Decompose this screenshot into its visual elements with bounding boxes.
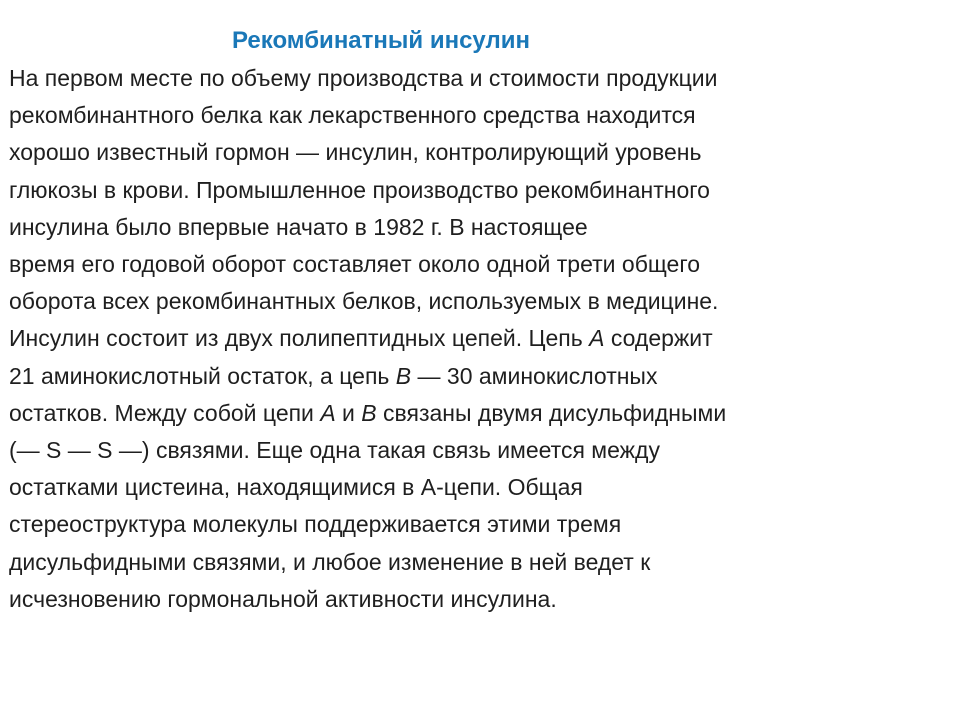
text-segment: инсулина было впервые начато в 1982 г. В настоящее	[9, 213, 588, 240]
body-text	[9, 60, 949, 618]
chain-letter: B	[361, 399, 377, 426]
text-segment: остатков. Между собой цепи	[9, 399, 321, 426]
body-line	[9, 60, 949, 97]
text-segment: Инсулин состоит из двух полипептидных цепей. Цепь	[9, 325, 590, 352]
text-segment: — 30 аминокислотных	[411, 362, 658, 389]
chain-letter: B	[395, 362, 412, 389]
text-segment: время его годовой оборот составляет около одной трети общего	[9, 251, 700, 278]
text-segment: глюкозы в крови. Промышленное производство рекомбинантного	[9, 176, 710, 203]
text-segment: оборота всех рекомбинантных белков, используемых в медицине.	[9, 288, 719, 315]
text-segment: хорошо известный гормон — инсулин, контролирующий уровень	[9, 139, 702, 166]
text-segment: остатками цистеина, находящимися в А-цепи. Общая	[9, 474, 583, 501]
text-segment: содержит	[604, 325, 713, 352]
text-segment: исчезновению гормональной активности инсулина.	[9, 585, 557, 612]
body-line	[9, 209, 949, 246]
body-line	[9, 506, 949, 543]
text-segment: (— S — S —) связями. Еще одна такая связь имеется между	[9, 437, 660, 464]
text-segment: связаны двумя дисульфидными	[376, 399, 727, 426]
slide-title: Рекомбинатный инсулин	[232, 27, 530, 54]
chain-letter: A	[589, 325, 605, 352]
body-line	[9, 395, 949, 432]
chain-letter: A	[320, 399, 336, 426]
body-line	[9, 134, 949, 171]
body-line	[9, 469, 949, 506]
body-line	[9, 97, 949, 134]
body-line	[9, 320, 949, 357]
text-segment: дисульфидными связями, и любое изменение в ней ведет к	[9, 548, 651, 575]
body-line	[9, 581, 949, 618]
text-segment: На первом месте по объему производства и стоимости продукции	[9, 65, 718, 91]
text-segment: рекомбинантного белка как лекарственного средства находится	[9, 102, 696, 129]
body-line	[9, 544, 949, 581]
body-line	[9, 172, 949, 209]
body-line	[9, 246, 949, 283]
body-line	[9, 432, 949, 469]
body-line	[9, 283, 949, 320]
text-segment: и	[335, 399, 362, 426]
text-segment: стереоструктура молекулы поддерживается этими тремя	[9, 511, 622, 538]
body-line	[9, 358, 949, 395]
text-segment: 21 аминокислотный остаток, а цепь	[9, 362, 396, 389]
